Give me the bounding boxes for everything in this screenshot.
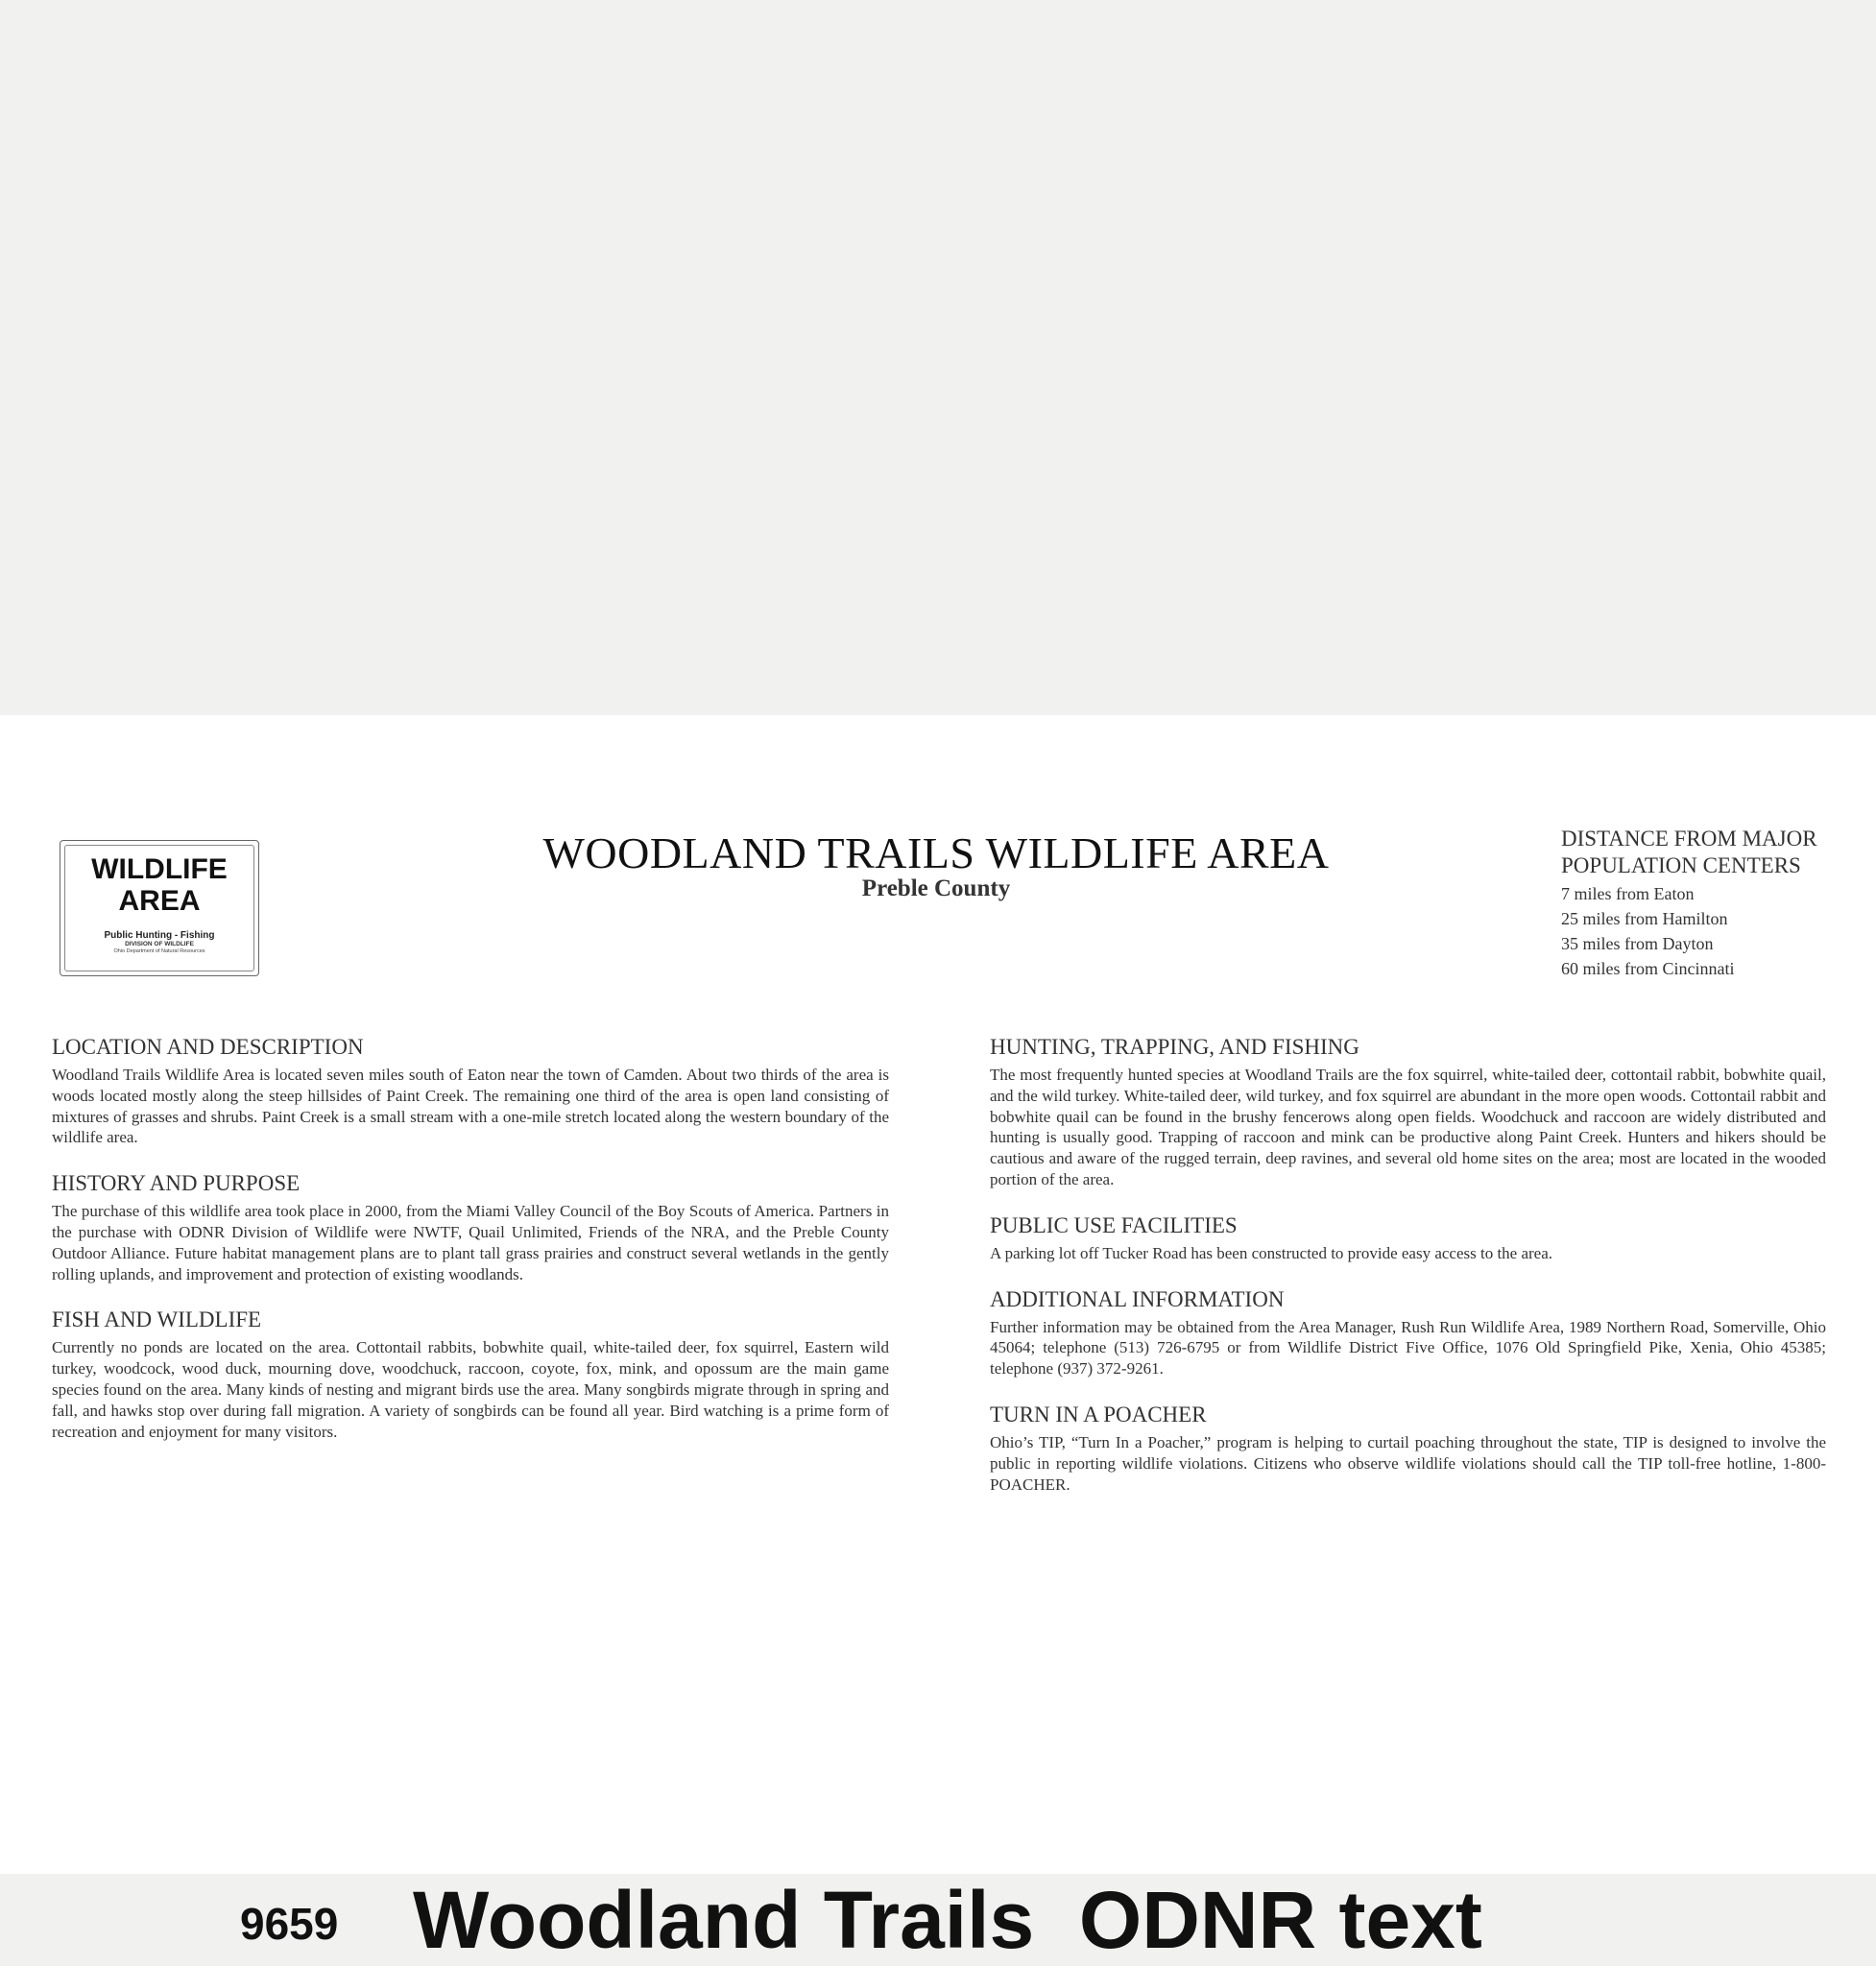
footer-label-strip [0,1874,1876,1966]
footer-code: 9659 [240,1899,339,1949]
section-heading: LOCATION AND DESCRIPTION [52,1035,364,1059]
document-sheet [0,715,1876,1874]
section-heading: FISH AND WILDLIFE [52,1307,262,1332]
section-body: Ohio’s TIP, “Turn In a Poacher,” program is helping to curtail poaching throughout the state, TIP is designed to involve the public in reporting wildlife violations. Citizens who observe wildlife violations should call the TIP toll-free hotline, 1-800-POACHER. [990,1432,1826,1494]
distance-heading-line2: POPULATION CENTERS [1561,853,1801,877]
section-turn-in-a-poacher [990,1402,1826,1495]
sign-title-line2: AREA [118,885,201,917]
distance-item: 25 miles from Hamilton [1561,909,1728,928]
section-body: A parking lot off Tucker Road has been constructed to provide easy access to the area. [990,1243,1553,1262]
left-column [52,1034,889,1464]
section-heading: TURN IN A POACHER [990,1402,1207,1427]
sign-inner-border [64,845,254,971]
page-title: WOODLAND TRAILS WILDLIFE AREA [542,828,1330,877]
section-body: The purchase of this wildlife area took place in 2000, from the Miami Valley Council of the Boy Scouts of America. Partners in the purchase with ODNR Division of Wildlife were NWTF, Quail Unlimited, Friends of the NRA, and the Preble County Outdoor Alliance. Future habitat management plans are to plant tall grass prairies and construct several wetlands in the gently rolling uplands, and improvement and protection of existing woodlands. [52,1202,889,1283]
distance-box [1561,826,1868,981]
distance-heading [1561,826,1868,879]
section-body: Further information may be obtained from the Area Manager, Rush Run Wildlife Area, 1989 Northern Road, Somerville, Ohio 45064; telephone (513) 726-6795 or from Wildlife District Five Office, 1076 Old Springfield Pike, Xenia, Ohio 45385; telephone (937) 372-9261. [990,1317,1826,1379]
right-column [990,1034,1826,1517]
section-body: Woodland Trails Wildlife Area is located seven miles south of Eaton near the town of Camden. About two thirds of the area is woods located mostly along the steep hillsides of Paint Creek. The remaining one third of the area is open land consisting of mixtures of grasses and shrubs. Paint Creek is a small stream with a one-mile stretch located along the western boundary of the wildlife area. [52,1066,889,1147]
section-fish-wildlife [52,1307,889,1442]
distance-item: 35 miles from Dayton [1561,934,1714,953]
wildlife-area-sign [60,840,259,976]
sign-division: DIVISION OF WILDLIFE [125,941,194,947]
section-heading: HISTORY AND PURPOSE [52,1171,301,1196]
section-hunting-trapping-fishing [990,1034,1826,1190]
distance-item: 7 miles from Eaton [1561,884,1695,903]
section-location-description [52,1034,889,1148]
sign-title [65,853,253,917]
section-public-use-facilities [990,1212,1826,1264]
section-heading: PUBLIC USE FACILITIES [990,1212,1238,1237]
section-history-purpose [52,1170,889,1284]
section-heading: HUNTING, TRAPPING, AND FISHING [990,1035,1359,1059]
county-subtitle: Preble County [861,875,1011,901]
section-body: Currently no ponds are located on the area. Cottontail rabbits, bobwhite quail, white-tailed deer, fox squirrel, Eastern wild turkey, woodcock, wood duck, mourning dove, woodchuck, raccoon, coyote, fox, mink, and opossum are the main game species found on the area. Many kinds of nesting and migrant birds use the area. Many songbirds migrate through in spring and fall, and hawks stop over during fall migration. A variety of songbirds can be found all year. Bird watching is a prime form of recreation and enjoyment for many visitors. [52,1338,889,1441]
sign-department: Ohio Department of Natural Resources [113,948,205,954]
section-body: The most frequently hunted species at Woodland Trails are the fox squirrel, white-tailed deer, cottontail rabbit, bobwhite quail, and the wild turkey. White-tailed deer, wild turkey, and fox squirrel are abundant in the more open woods. Cottontail rabbit and bobwhite quail can be found in the brushy fencerows along open fields. Woodchuck and raccoon are widely distributed and hunting is usually good. Trapping of raccoon and mink can be productive along Paint Creek. Hunters and hikers should be cautious and aware of the rugged terrain, deep ravines, and several old home sites on the area; most are located in the wooded portion of the area. [990,1066,1826,1188]
footer-label: Woodland Trails ODNR text [413,1875,1482,1965]
section-additional-information [990,1286,1826,1379]
sign-subtitle: Public Hunting - Fishing [104,930,215,941]
distance-item: 60 miles from Cincinnati [1561,959,1735,978]
distance-heading-line1: DISTANCE FROM MAJOR [1561,827,1817,851]
sign-title-line1: WILDLIFE [91,853,228,885]
section-heading: ADDITIONAL INFORMATION [990,1286,1285,1311]
